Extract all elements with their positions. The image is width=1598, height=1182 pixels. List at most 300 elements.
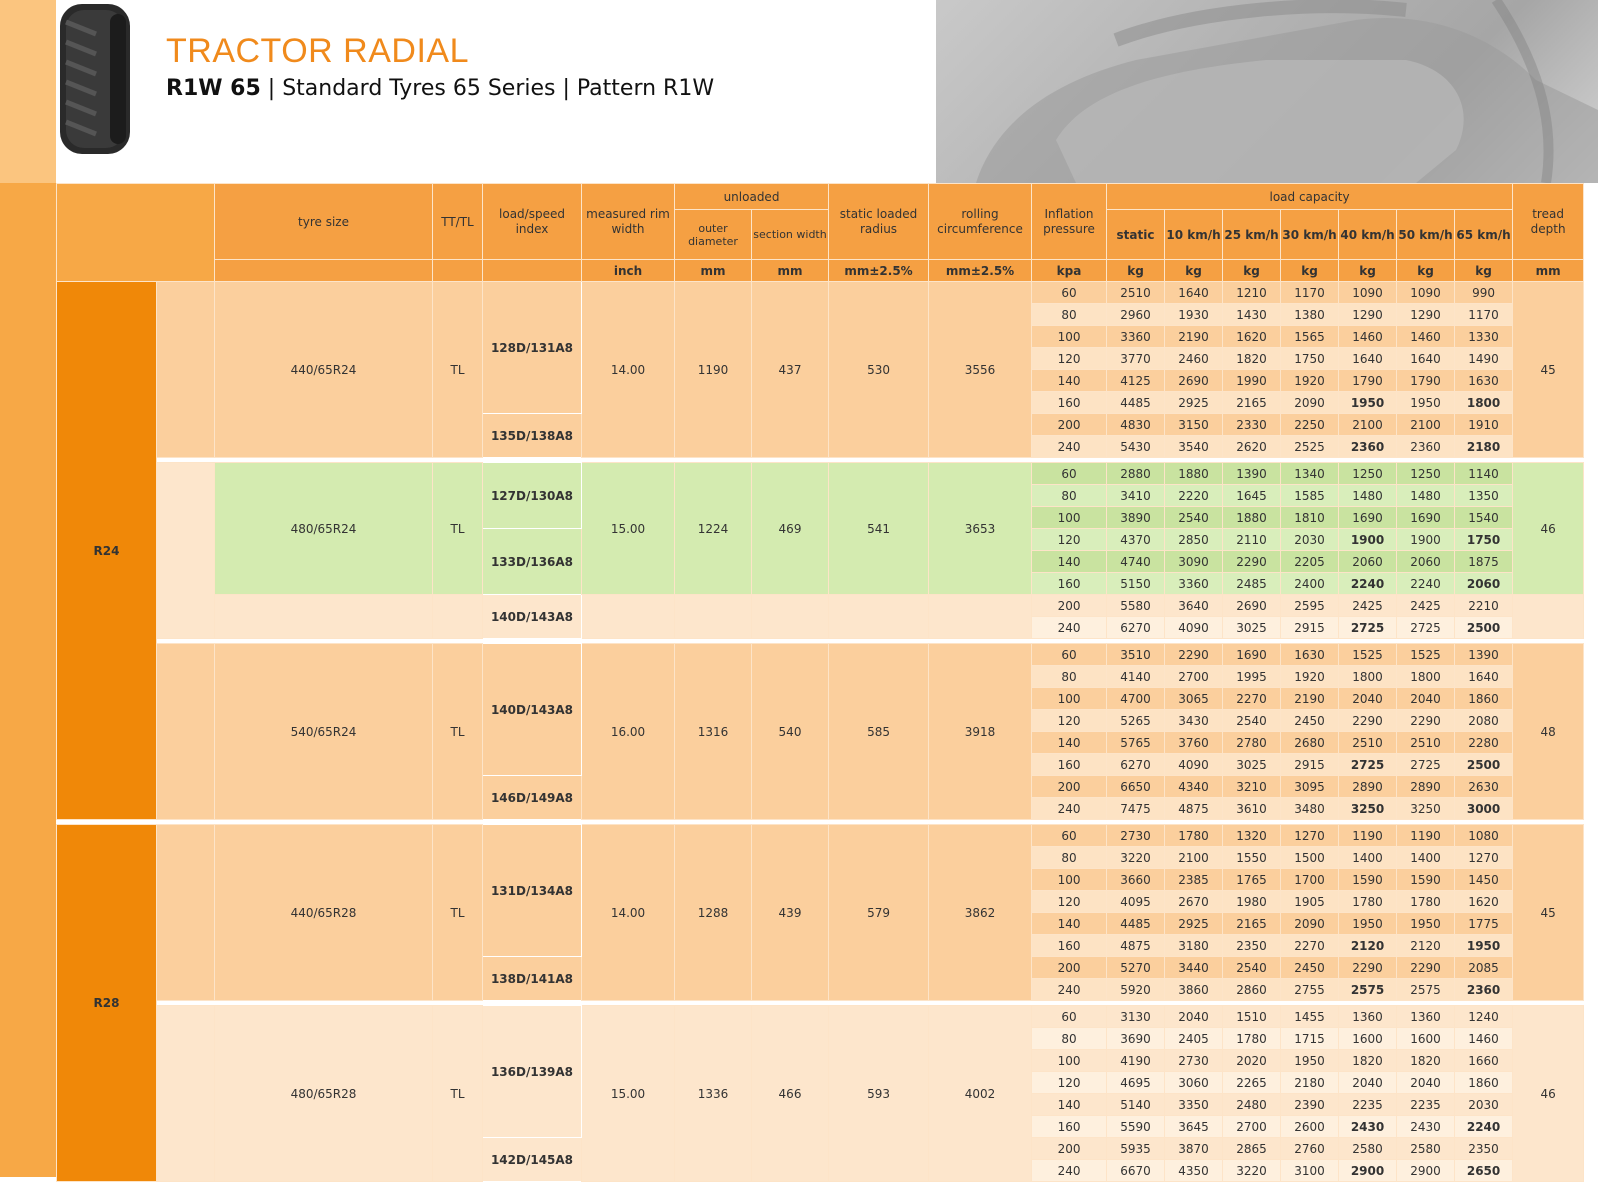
load-cell: 3025	[1223, 754, 1281, 776]
load-cell: 6650	[1107, 776, 1165, 798]
load-cell: 4125	[1107, 370, 1165, 392]
load-cell: 2350	[1223, 935, 1281, 957]
load-cell: 1780	[1397, 891, 1455, 913]
load-cell: 3180	[1165, 935, 1223, 957]
load-cell: 1460	[1339, 326, 1397, 348]
load-cell: 1820	[1397, 1050, 1455, 1072]
load-cell: 2760	[1281, 1138, 1339, 1160]
rim-width-cell: 15.00	[582, 1006, 675, 1182]
load-cell: 2030	[1455, 1094, 1513, 1116]
unit-label: mm±2.5%	[829, 260, 929, 282]
load-cell: 2960	[1107, 304, 1165, 326]
load-cell: 1630	[1455, 370, 1513, 392]
load-cell: 1800	[1339, 666, 1397, 688]
rim-width-cell	[582, 595, 675, 639]
load-cell: 4350	[1165, 1160, 1223, 1182]
load-cell: 2880	[1107, 463, 1165, 485]
load-cell: 1400	[1397, 847, 1455, 869]
load-cell: 2480	[1223, 1094, 1281, 1116]
load-cell: 2650	[1455, 1160, 1513, 1182]
load-cell: 1990	[1223, 370, 1281, 392]
load-cell: 2090	[1281, 392, 1339, 414]
col-speed-2: 25 km/h	[1223, 210, 1281, 260]
load-cell: 1360	[1397, 1006, 1455, 1028]
pressure-cell: 100	[1032, 869, 1107, 891]
load-cell: 4095	[1107, 891, 1165, 913]
load-cell: 6270	[1107, 617, 1165, 639]
load-cell: 3480	[1281, 798, 1339, 820]
col-section-width: section width	[752, 210, 829, 260]
rolling-circ-cell: 3653	[929, 463, 1032, 595]
load-cell: 1860	[1455, 1072, 1513, 1094]
load-cell: 1950	[1397, 392, 1455, 414]
load-cell: 3640	[1165, 595, 1223, 617]
col-unloaded: unloaded	[675, 184, 829, 210]
load-cell: 1950	[1455, 935, 1513, 957]
load-cell: 2290	[1397, 710, 1455, 732]
table-row	[57, 595, 1598, 617]
load-cell: 5590	[1107, 1116, 1165, 1138]
pressure-cell: 200	[1032, 595, 1107, 617]
load-cell: 2725	[1339, 617, 1397, 639]
load-cell: 2690	[1165, 370, 1223, 392]
page-header	[56, 0, 1598, 183]
load-cell: 2600	[1281, 1116, 1339, 1138]
pressure-cell: 240	[1032, 617, 1107, 639]
table-row	[57, 1006, 1598, 1028]
pressure-cell: 120	[1032, 529, 1107, 551]
load-cell: 2040	[1165, 1006, 1223, 1028]
outer-diameter-cell: 1224	[675, 463, 752, 595]
rim-size-label: R24	[57, 282, 157, 820]
outer-diameter-cell: 1190	[675, 282, 752, 458]
load-cell: 2085	[1455, 957, 1513, 979]
col-static-radius: static loaded radius	[829, 184, 929, 260]
load-cell: 2915	[1281, 754, 1339, 776]
load-cell: 4740	[1107, 551, 1165, 573]
static-radius-cell	[829, 595, 929, 639]
load-cell: 3770	[1107, 348, 1165, 370]
load-speed-index: 136D/139A8	[483, 1006, 582, 1138]
load-cell: 1525	[1339, 644, 1397, 666]
load-cell: 2360	[1339, 436, 1397, 458]
load-cell: 2510	[1107, 282, 1165, 304]
load-cell: 3610	[1223, 798, 1281, 820]
load-cell: 1600	[1339, 1028, 1397, 1050]
load-cell: 1600	[1397, 1028, 1455, 1050]
rolling-circ-cell: 3556	[929, 282, 1032, 458]
load-cell: 2900	[1397, 1160, 1455, 1182]
load-cell: 2120	[1339, 935, 1397, 957]
load-cell: 3060	[1165, 1072, 1223, 1094]
col-speed-6: 65 km/h	[1455, 210, 1513, 260]
load-cell: 1820	[1223, 348, 1281, 370]
load-cell: 2350	[1455, 1138, 1513, 1160]
load-cell: 2240	[1397, 573, 1455, 595]
load-cell: 1380	[1281, 304, 1339, 326]
load-cell: 3150	[1165, 414, 1223, 436]
load-cell: 1540	[1455, 507, 1513, 529]
unit-label: kg	[1339, 260, 1397, 282]
load-cell: 1250	[1397, 463, 1455, 485]
col-speed-3: 30 km/h	[1281, 210, 1339, 260]
load-cell: 4090	[1165, 754, 1223, 776]
table-row	[57, 282, 1598, 304]
load-cell: 2180	[1455, 436, 1513, 458]
static-radius-cell: 541	[829, 463, 929, 595]
load-cell: 2430	[1339, 1116, 1397, 1138]
load-cell: 1330	[1455, 326, 1513, 348]
load-cell: 3090	[1165, 551, 1223, 573]
load-cell: 1640	[1455, 666, 1513, 688]
load-cell: 2290	[1223, 551, 1281, 573]
rolling-circ-cell: 3862	[929, 825, 1032, 1001]
load-cell: 1765	[1223, 869, 1281, 891]
load-cell: 3350	[1165, 1094, 1223, 1116]
load-cell: 1860	[1455, 688, 1513, 710]
load-cell: 1590	[1339, 869, 1397, 891]
section-width-cell: 540	[752, 644, 829, 820]
load-cell: 1270	[1281, 825, 1339, 847]
section-width-cell: 469	[752, 463, 829, 595]
load-cell: 2205	[1281, 551, 1339, 573]
load-cell: 3100	[1281, 1160, 1339, 1182]
tyre-size-cell: 440/65R28	[215, 825, 433, 1001]
load-cell: 3360	[1165, 573, 1223, 595]
load-cell: 1590	[1397, 869, 1455, 891]
load-cell: 4875	[1107, 935, 1165, 957]
load-cell: 2060	[1397, 551, 1455, 573]
load-cell: 2360	[1455, 979, 1513, 1001]
load-cell: 3760	[1165, 732, 1223, 754]
load-cell: 3890	[1107, 507, 1165, 529]
load-speed-index: 138D/141A8	[483, 957, 582, 1001]
load-cell: 1620	[1455, 891, 1513, 913]
load-cell: 2270	[1223, 688, 1281, 710]
pressure-cell: 100	[1032, 326, 1107, 348]
load-cell: 1950	[1339, 392, 1397, 414]
load-cell: 4370	[1107, 529, 1165, 551]
load-cell: 2390	[1281, 1094, 1339, 1116]
load-cell: 2100	[1165, 847, 1223, 869]
load-cell: 1750	[1455, 529, 1513, 551]
load-cell: 2925	[1165, 392, 1223, 414]
load-cell: 1430	[1223, 304, 1281, 326]
load-cell: 3430	[1165, 710, 1223, 732]
load-cell: 1995	[1223, 666, 1281, 688]
load-cell: 1790	[1397, 370, 1455, 392]
pressure-cell: 60	[1032, 825, 1107, 847]
col-outer-diameter: outer diameter	[675, 210, 752, 260]
load-cell: 2330	[1223, 414, 1281, 436]
tyre-tread-photo	[936, 0, 1598, 183]
load-cell: 2580	[1339, 1138, 1397, 1160]
load-cell: 1780	[1165, 825, 1223, 847]
load-cell: 2190	[1281, 688, 1339, 710]
load-cell: 2425	[1339, 595, 1397, 617]
load-cell: 2290	[1165, 644, 1223, 666]
rolling-circ-cell	[929, 595, 1032, 639]
load-cell: 3250	[1339, 798, 1397, 820]
static-radius-cell: 593	[829, 1006, 929, 1182]
load-cell: 2120	[1397, 935, 1455, 957]
pressure-cell: 200	[1032, 414, 1107, 436]
load-cell: 5265	[1107, 710, 1165, 732]
load-cell: 1190	[1339, 825, 1397, 847]
load-cell: 1900	[1339, 529, 1397, 551]
row-gap	[157, 463, 215, 639]
rim-width-cell: 16.00	[582, 644, 675, 820]
pressure-cell: 100	[1032, 507, 1107, 529]
load-cell: 2290	[1339, 710, 1397, 732]
tyre-image-icon	[56, 0, 140, 160]
rim-width-cell: 14.00	[582, 282, 675, 458]
load-cell: 2700	[1165, 666, 1223, 688]
rim-width-cell: 15.00	[582, 463, 675, 595]
tt-tl-cell: TL	[433, 825, 483, 1001]
pressure-cell: 60	[1032, 644, 1107, 666]
tyre-size-cell: 480/65R24	[215, 463, 433, 595]
col-tt-tl: TT/TL	[433, 184, 483, 260]
unit-blank	[215, 260, 433, 282]
load-cell: 1390	[1455, 644, 1513, 666]
tread-depth-cell	[1513, 595, 1584, 639]
load-cell: 4695	[1107, 1072, 1165, 1094]
pressure-cell: 120	[1032, 710, 1107, 732]
load-cell: 1090	[1339, 282, 1397, 304]
load-cell: 1810	[1281, 507, 1339, 529]
pressure-cell: 240	[1032, 436, 1107, 458]
pressure-cell: 140	[1032, 370, 1107, 392]
load-cell: 3130	[1107, 1006, 1165, 1028]
rolling-circ-cell: 4002	[929, 1006, 1032, 1182]
outer-diameter-cell: 1316	[675, 644, 752, 820]
load-cell: 4190	[1107, 1050, 1165, 1072]
col-tyre-size: tyre size	[215, 184, 433, 260]
pressure-cell: 120	[1032, 891, 1107, 913]
section-width-cell	[752, 595, 829, 639]
load-cell: 2060	[1455, 573, 1513, 595]
unit-label: kg	[1455, 260, 1513, 282]
load-cell: 2700	[1223, 1116, 1281, 1138]
load-cell: 4340	[1165, 776, 1223, 798]
pressure-cell: 80	[1032, 666, 1107, 688]
load-cell: 1700	[1281, 869, 1339, 891]
load-cell: 2090	[1281, 913, 1339, 935]
tt-tl-cell: TL	[433, 1006, 483, 1182]
load-cell: 2030	[1281, 529, 1339, 551]
load-cell: 2755	[1281, 979, 1339, 1001]
load-cell: 1910	[1455, 414, 1513, 436]
load-cell: 3250	[1397, 798, 1455, 820]
tread-depth-cell: 48	[1513, 644, 1584, 820]
load-cell: 2220	[1165, 485, 1223, 507]
load-cell: 6270	[1107, 754, 1165, 776]
page-title: TRACTOR RADIAL	[166, 32, 469, 71]
unit-label: mm	[752, 260, 829, 282]
tt-tl-cell: TL	[433, 463, 483, 595]
load-speed-index: 142D/145A8	[483, 1138, 582, 1182]
load-cell: 2235	[1397, 1094, 1455, 1116]
pressure-cell: 60	[1032, 1006, 1107, 1028]
table-row	[57, 644, 1598, 666]
tyre-size-cell: 440/65R24	[215, 282, 433, 458]
pressure-cell: 100	[1032, 1050, 1107, 1072]
load-cell: 2630	[1455, 776, 1513, 798]
row-gap	[157, 1006, 215, 1182]
load-cell: 3025	[1223, 617, 1281, 639]
load-speed-index: 135D/138A8	[483, 414, 582, 458]
load-cell: 2510	[1339, 732, 1397, 754]
load-cell: 4875	[1165, 798, 1223, 820]
load-cell: 1140	[1455, 463, 1513, 485]
load-cell: 5580	[1107, 595, 1165, 617]
load-cell: 3645	[1165, 1116, 1223, 1138]
load-cell: 1690	[1223, 644, 1281, 666]
load-cell: 2450	[1281, 957, 1339, 979]
load-cell: 6670	[1107, 1160, 1165, 1182]
load-cell: 1715	[1281, 1028, 1339, 1050]
col-speed-0: static	[1107, 210, 1165, 260]
load-cell: 2290	[1397, 957, 1455, 979]
load-cell: 1360	[1339, 1006, 1397, 1028]
load-cell: 1980	[1223, 891, 1281, 913]
col-rim-width: measured rim width	[582, 184, 675, 260]
load-cell: 1290	[1397, 304, 1455, 326]
load-cell: 990	[1455, 282, 1513, 304]
load-cell: 1585	[1281, 485, 1339, 507]
unit-label: mm	[1513, 260, 1584, 282]
tread-depth-cell: 45	[1513, 825, 1584, 1001]
load-cell: 4830	[1107, 414, 1165, 436]
load-cell: 1455	[1281, 1006, 1339, 1028]
load-cell: 5140	[1107, 1094, 1165, 1116]
pressure-cell: 120	[1032, 1072, 1107, 1094]
load-cell: 2060	[1339, 551, 1397, 573]
pressure-cell: 60	[1032, 463, 1107, 485]
load-cell: 2500	[1455, 754, 1513, 776]
load-cell: 2240	[1339, 573, 1397, 595]
load-cell: 1460	[1455, 1028, 1513, 1050]
load-cell: 1800	[1455, 392, 1513, 414]
load-cell: 1950	[1281, 1050, 1339, 1072]
pressure-cell: 160	[1032, 392, 1107, 414]
load-speed-index: 127D/130A8	[483, 463, 582, 529]
pressure-cell: 60	[1032, 282, 1107, 304]
pressure-cell: 160	[1032, 754, 1107, 776]
section-width-cell: 466	[752, 1006, 829, 1182]
load-cell: 1080	[1455, 825, 1513, 847]
load-cell: 2540	[1223, 957, 1281, 979]
load-cell: 3690	[1107, 1028, 1165, 1050]
load-cell: 4140	[1107, 666, 1165, 688]
load-cell: 3095	[1281, 776, 1339, 798]
load-cell: 5430	[1107, 436, 1165, 458]
load-cell: 5935	[1107, 1138, 1165, 1160]
load-cell: 4700	[1107, 688, 1165, 710]
load-cell: 1170	[1281, 282, 1339, 304]
load-cell: 3220	[1107, 847, 1165, 869]
tt-tl-cell: TL	[433, 282, 483, 458]
load-cell: 2400	[1281, 573, 1339, 595]
load-cell: 2270	[1281, 935, 1339, 957]
rolling-circ-cell: 3918	[929, 644, 1032, 820]
pressure-cell: 160	[1032, 1116, 1107, 1138]
load-cell: 1510	[1223, 1006, 1281, 1028]
unit-label: kg	[1165, 260, 1223, 282]
load-cell: 1550	[1223, 847, 1281, 869]
load-cell: 2165	[1223, 913, 1281, 935]
load-speed-index: 133D/136A8	[483, 529, 582, 595]
load-cell: 1750	[1281, 348, 1339, 370]
load-cell: 1190	[1397, 825, 1455, 847]
tyre-size-cell: 480/65R28	[215, 1006, 433, 1182]
load-cell: 4090	[1165, 617, 1223, 639]
load-cell: 1930	[1165, 304, 1223, 326]
load-cell: 5150	[1107, 573, 1165, 595]
col-tread-depth: tread depth	[1513, 184, 1584, 260]
load-cell: 1400	[1339, 847, 1397, 869]
load-cell: 1880	[1223, 507, 1281, 529]
load-cell: 2725	[1339, 754, 1397, 776]
load-cell: 2240	[1455, 1116, 1513, 1138]
pressure-cell: 240	[1032, 979, 1107, 1001]
load-cell: 3065	[1165, 688, 1223, 710]
load-cell: 1250	[1339, 463, 1397, 485]
load-cell: 2540	[1223, 710, 1281, 732]
pressure-cell: 140	[1032, 913, 1107, 935]
load-cell: 4485	[1107, 913, 1165, 935]
load-cell: 1290	[1339, 304, 1397, 326]
load-cell: 2080	[1455, 710, 1513, 732]
load-cell: 2100	[1339, 414, 1397, 436]
pressure-cell: 200	[1032, 1138, 1107, 1160]
load-speed-index: 140D/143A8	[483, 595, 582, 639]
outer-diameter-cell: 1288	[675, 825, 752, 1001]
load-cell: 1690	[1339, 507, 1397, 529]
load-cell: 2690	[1223, 595, 1281, 617]
load-cell: 2405	[1165, 1028, 1223, 1050]
load-cell: 2670	[1165, 891, 1223, 913]
load-cell: 2290	[1339, 957, 1397, 979]
load-cell: 2575	[1339, 979, 1397, 1001]
load-cell: 1460	[1397, 326, 1455, 348]
load-cell: 1500	[1281, 847, 1339, 869]
load-cell: 3870	[1165, 1138, 1223, 1160]
load-cell: 7475	[1107, 798, 1165, 820]
load-cell: 2595	[1281, 595, 1339, 617]
load-cell: 2165	[1223, 392, 1281, 414]
load-cell: 1565	[1281, 326, 1339, 348]
pressure-cell: 200	[1032, 776, 1107, 798]
load-cell: 1090	[1397, 282, 1455, 304]
load-cell: 2890	[1397, 776, 1455, 798]
load-cell: 2485	[1223, 573, 1281, 595]
load-cell: 1210	[1223, 282, 1281, 304]
row-gap	[157, 825, 215, 1001]
load-cell: 2730	[1107, 825, 1165, 847]
load-cell: 1640	[1397, 348, 1455, 370]
load-cell: 2020	[1223, 1050, 1281, 1072]
load-cell: 1950	[1339, 913, 1397, 935]
load-cell: 1490	[1455, 348, 1513, 370]
load-cell: 2860	[1223, 979, 1281, 1001]
load-cell: 2730	[1165, 1050, 1223, 1072]
load-cell: 1875	[1455, 551, 1513, 573]
load-cell: 1780	[1339, 891, 1397, 913]
load-cell: 5270	[1107, 957, 1165, 979]
unit-label: kg	[1281, 260, 1339, 282]
